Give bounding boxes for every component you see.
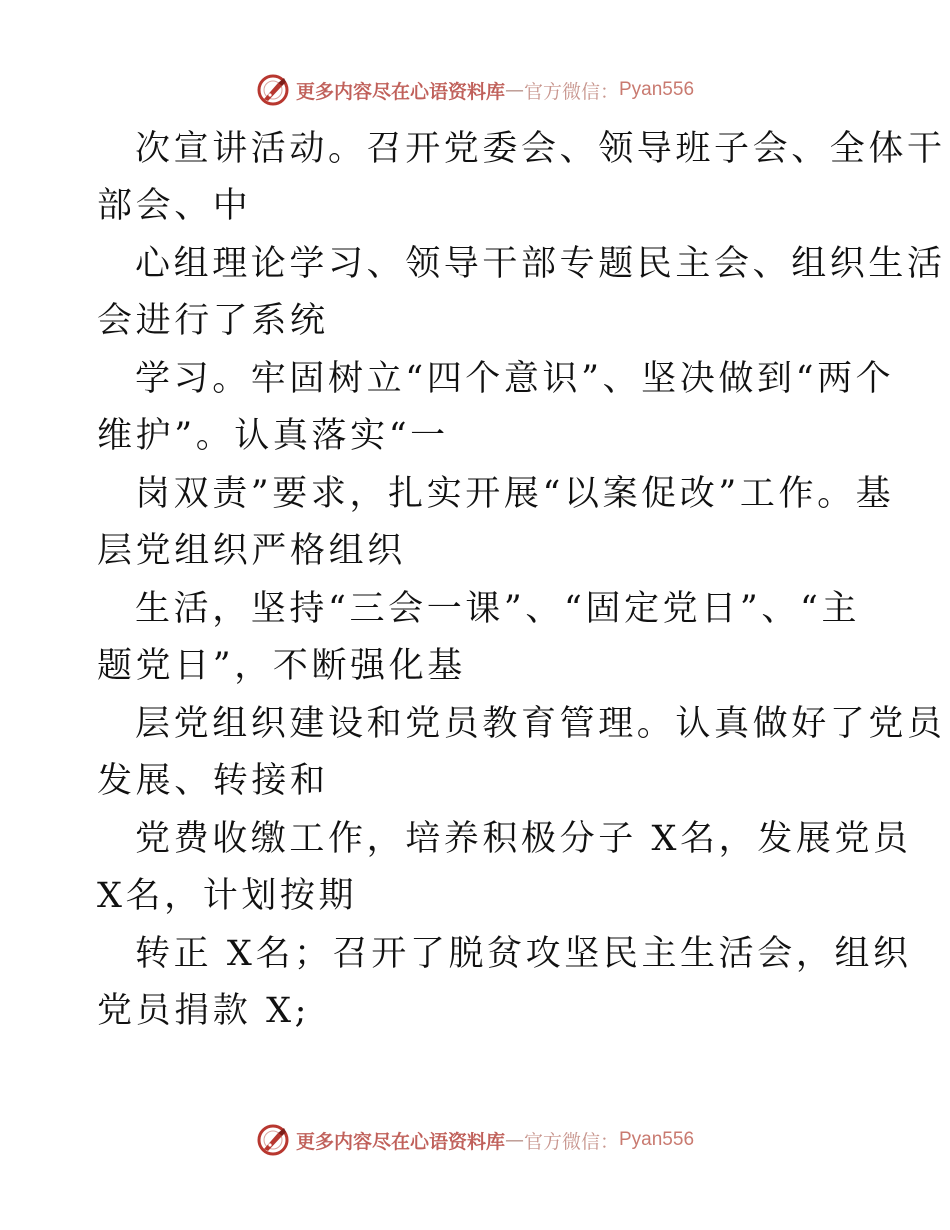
body-line: 层党组织严格组织 xyxy=(97,531,406,571)
body-line: 部会、中 xyxy=(97,186,252,226)
body-line: 会进行了系统 xyxy=(97,301,329,341)
body-line: 生活，坚持“三会一课”、“固定党日”、“主 xyxy=(135,589,861,629)
body-line: 次宣讲活动。召开党委会、领导班子会、全体干 xyxy=(135,129,946,169)
banner-label: 官方微信： xyxy=(523,80,619,103)
pen-nib-logo-icon xyxy=(256,1123,290,1157)
body-line: 岗双责”要求，扎实开展“以案促改”工作。基 xyxy=(135,474,895,514)
header-watermark-banner xyxy=(0,70,950,110)
banner-account: Pyan556 xyxy=(619,1129,695,1150)
banner-dash: — xyxy=(504,1129,524,1151)
body-line: 党员捐款 X; xyxy=(97,991,311,1031)
banner-dash: — xyxy=(504,79,524,101)
body-line: 心组理论学习、领导干部专题民主会、组织生活 xyxy=(135,244,946,284)
body-line: 发展、转接和 xyxy=(97,761,329,801)
banner-title: 更多内容尽在心语资料库 xyxy=(295,80,505,103)
banner-title: 更多内容尽在心语资料库 xyxy=(295,1130,505,1153)
body-line: 层党组织建设和党员教育管理。认真做好了党员 xyxy=(135,704,946,744)
banner-label: 官方微信： xyxy=(523,1130,619,1153)
body-line: 转正 X名；召开了脱贫攻坚民主生活会，组织 xyxy=(135,934,912,974)
footer-watermark-banner xyxy=(0,1120,950,1160)
banner-account: Pyan556 xyxy=(619,79,695,100)
body-line: 学习。牢固树立“四个意识”、坚决做到“两个 xyxy=(135,359,895,399)
body-line: 党费收缴工作，培养积极分子 X名，发展党员 xyxy=(135,819,912,859)
body-line: X名，计划按期 xyxy=(97,876,358,916)
body-line: 维护”。认真落实“一 xyxy=(97,416,449,456)
body-line: 题党日”，不断强化基 xyxy=(97,646,466,686)
pen-nib-logo-icon xyxy=(256,73,290,107)
